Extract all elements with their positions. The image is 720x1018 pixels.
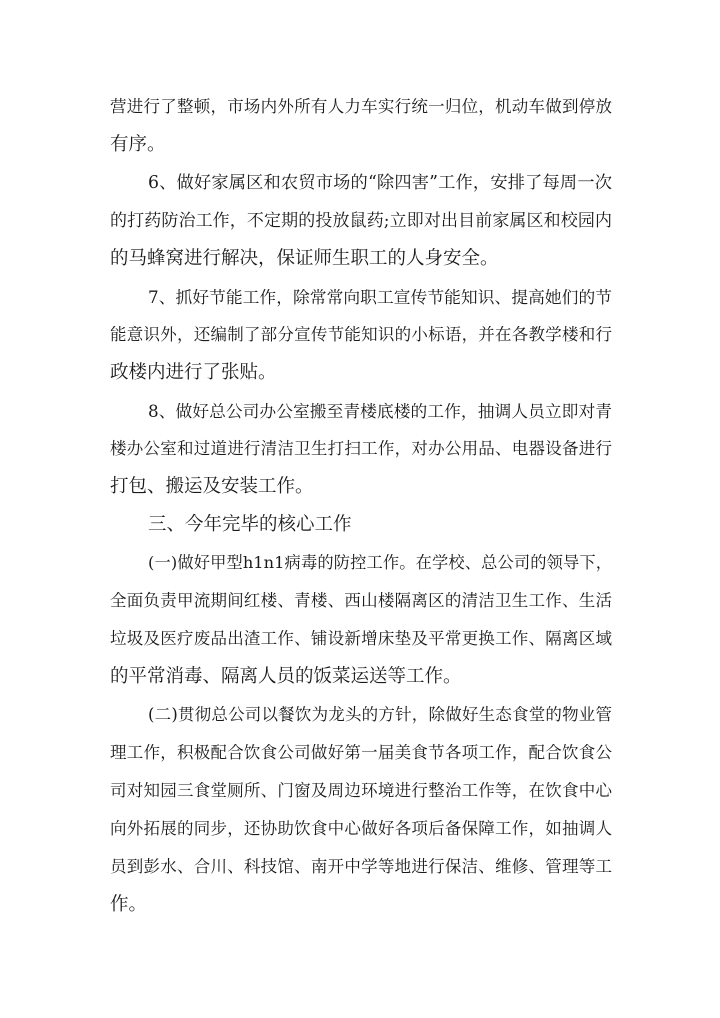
- text-line: 作。: [110, 894, 148, 915]
- text-line: 司对知园三食堂厕所、门窗及周边环境进行整治工作等，在饮食中心: [110, 781, 612, 800]
- text-line: 有序。: [110, 134, 166, 155]
- item-1-start: (一)做好甲型h1n1病毒的防控工作。在学校、总公司的领导下，: [148, 553, 612, 572]
- text-line: 理工作，积极配合饮食公司做好第一届美食节各项工作，配合饮食公: [110, 743, 612, 762]
- paragraph-6-start: 6、做好家属区和农贸市场的“除四害”工作，安排了每周一次: [148, 173, 612, 193]
- text-line: 政楼内进行了张贴。: [110, 362, 277, 383]
- text-line: 能意识外，还编制了部分宣传节能知识的小标语，并在各教学楼和行: [110, 325, 612, 344]
- section-heading: 三、今年完毕的核心工作: [148, 514, 352, 535]
- text-line: 的马蜂窝进行解决，保证师生职工的人身安全。: [110, 248, 499, 269]
- text-line: 全面负责甲流期间红楼、青楼、西山楼隔离区的清洁卫生工作、生活: [110, 591, 612, 610]
- text-line: 垃圾及医疗废品出渣工作、铺设新增床垫及平常更换工作、隔离区域: [110, 629, 612, 648]
- text-line: 的打药防治工作，不定期的投放鼠药;立即对出目前家属区和校园内: [110, 211, 612, 231]
- text-line: 营进行了整顿，市场内外所有人力车实行统一归位，机动车做到停放: [110, 97, 612, 116]
- item-2-start: (二)贯彻总公司以餐饮为龙头的方针，除做好生态食堂的物业管: [148, 705, 612, 724]
- text-line: 的平常消毒、隔离人员的饭菜运送等工作。: [110, 666, 462, 687]
- text-line: 打包、搬运及安装工作。: [110, 476, 314, 497]
- paragraph-8-start: 8、做好总公司办公室搬至青楼底楼的工作，抽调人员立即对青: [148, 401, 612, 421]
- text-line: 向外拓展的同步，还协助饮食中心做好各项后备保障工作，如抽调人: [110, 819, 612, 838]
- text-line: 楼办公室和过道进行清洁卫生打扫工作，对办公用品、电器设备进行: [110, 439, 612, 458]
- text-line: 员到彭水、合川、科技馆、南开中学等地进行保洁、维修、管理等工: [110, 857, 612, 876]
- paragraph-7-start: 7、抓好节能工作，除常常向职工宣传节能知识、提高她们的节: [148, 287, 612, 307]
